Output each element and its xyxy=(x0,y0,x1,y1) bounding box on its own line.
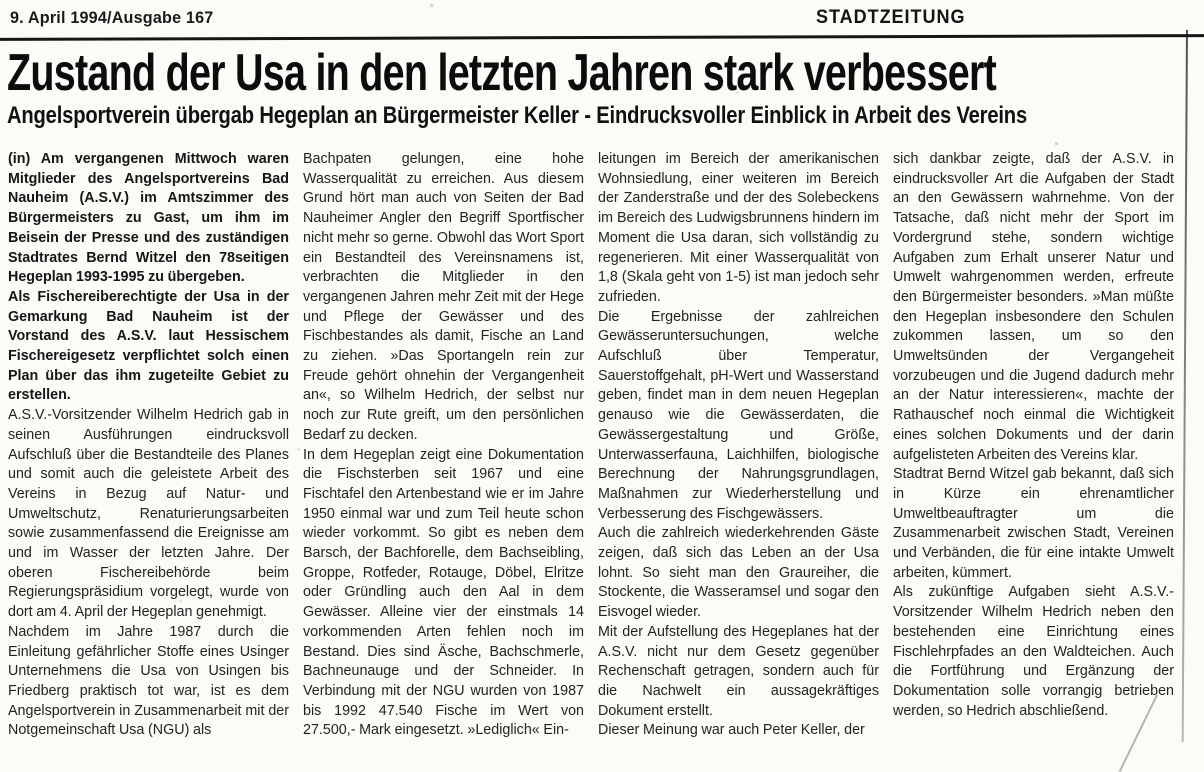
article-paragraph: Als Fischereiberechtigte der Usa in der Gemarkung Bad Nauheim ist der Vorstand des A.S.V. laut Hessischem Fischereigesetz verpflichtet solch einen Plan über das ihm zugeteilte Gebiet zu erstellen. xyxy=(8,288,289,404)
article-paragraph: Bachpaten gelungen, eine hohe Wasserqualität zu erreichen. Aus diesem Grund hört man auch von Seiten der Bad Nauheimer Angler den Begriff Sportfischer nicht mehr so gerne. Obwohl das Wort Sport ein Bestandteil des Vereinsnamens ist, verbrachten die Mitglieder in den vergangenen Jahren mehr Zeit mit der Hege und Pflege der Gewässer und des Fischbestandes als damit, Fische an Land zu ziehen. »Das Sportangeln rein zur Freude gehört ohnehin der Vergangenheit an«, so Wilhelm Hedrich, der selbst nur noch zur Rute greift, um den persönlichen Bedarf zu decken. xyxy=(303,151,584,443)
article-headline: Zustand der Usa in den letzten Jahren stark verbessert xyxy=(7,44,997,102)
article-column-4 xyxy=(893,150,1174,762)
article-column-3 xyxy=(598,150,879,762)
article-paragraph: A.S.V.-Vorsitzender Wilhelm Hedrich gab in seinen Ausführungen eindrucksvoll Aufschluß über die Bestandteile des Planes und somit auch die geleistete Arbeit des Vereins in Bezug auf Natur- und Umweltschutz, Renaturierungsarbeiten sowie zusammenfassend die Ereignisse am und im Wasser der letzten Jahre. Der oberen Fischereibehörde beim Regierungspräsidium vorgelegt, wurde von dort am 4. April der Hegeplan genehmigt. xyxy=(8,407,289,621)
article-paragraph: leitungen im Bereich der amerikanischen Wohnsiedlung, einer weiteren im Bereich der Zanderstraße und der des Solebeckens im Bereich des Ludwigsbrunnens hindern im Moment die Usa daran, sich vollständig zu regenerieren. Mit einer Wasserqualität von 1,8 (Skala geht von 1-5) ist man jedoch sehr zufrieden. xyxy=(598,151,879,305)
article-paragraph: Die Ergebnisse der zahlreichen Gewässeruntersuchungen, welche Aufschluß über Temperatur, Sauerstoffgehalt, pH-Wert und Wasserstand geben, findet man in dem neuen Hegeplan genauso wie die Gewässerdaten, die Gewässergestaltung und Größe, Unterwasserfauna, Laichhilfen, biologische Berechnung der Nahrungsgrundlagen, Maßnahmen zur Wiederherstellung und Verbesserung des Fischgewässers. xyxy=(598,308,879,522)
article-subheadline: Angelsportverein übergab Hegeplan an Bürgermeister Keller - Eindrucksvoller Einblick in Arbeit des Vereins xyxy=(7,102,1028,129)
article-paragraph: Auch die zahlreich wiederkehrenden Gäste zeigen, daß sich das Leben an der Usa lohnt. So sieht man den Graureiher, die Stockente, die Wasseramsel und sogar den Eisvogel wieder. xyxy=(598,525,879,621)
issue-date: 9. April 1994/Ausgabe 167 xyxy=(10,8,214,27)
masthead-rule xyxy=(0,34,1204,41)
article-paragraph: (in) Am vergangenen Mittwoch waren Mitglieder des Angelsportvereins Bad Nauheim (A.S.V.) im Amtszimmer des Bürgermeisters zu Gast, um ihm im Beisein der Presse und des zuständigen Stadtrates Bernd Witzel den 78seitigen Hegeplan 1993-1995 zu übergeben. xyxy=(8,151,289,286)
scan-speckles xyxy=(0,0,1,1)
article-column-2 xyxy=(303,150,584,762)
article-paragraph: Nachdem im Jahre 1987 durch die Einleitung gefährlicher Stoffe eines Usinger Unternehmens die Usa von Usingen bis Friedberg praktisch tot war, ist es dem Angelsportverein in Zusammenarbeit mit der Notgemeinschaft Usa (NGU) als xyxy=(8,623,289,739)
article-column-1 xyxy=(8,150,289,762)
article-paragraph: In dem Hegeplan zeigt eine Dokumentation die Fischsterben seit 1967 und eine Fischtafel den Artenbestand wie er im Jahre 1950 einmal war und zum Teil heute schon wieder vorkommt. So gibt es neben dem Barsch, der Bachforelle, dem Bachseibling, Groppe, Rotfeder, Rotauge, Döbel, Elritze oder Gründling auch den Aal in dem Gewässer. Alleine vier der einstmals 14 vorkommenden Arten fehlen noch im Bestand. Dies sind Äsche, Bachschmerle, Bachneunauge und der Schneider. In Verbindung mit der NGU wurden von 1987 bis 1992 47.540 Fische im Wert von 27.500,- Mark eingesetzt. »Lediglich« Ein- xyxy=(303,446,584,739)
article-paragraph: Mit der Aufstellung des Hegeplanes hat der A.S.V. nicht nur dem Gesetz gegenüber Rechenschaft getragen, sondern auch für die Nachwelt ein aussagekräftiges Dokument erstellt. xyxy=(598,623,879,719)
article-paragraph: Dieser Meinung war auch Peter Keller, der xyxy=(598,722,865,739)
newspaper-title: STADTZEITUNG xyxy=(816,7,966,28)
article-paragraph: Stadtrat Bernd Witzel gab bekannt, daß sich in Kürze ein ehrenamtlicher Umweltbeauftragter um die Zusammenarbeit zwischen Stadt, Vereinen und Verbänden, die für eine intakte Umwelt arbeiten, kümmert. xyxy=(893,466,1174,581)
article-paragraph: sich dankbar zeigte, daß der A.S.V. in eindrucksvoller Art die Aufgaben der Stadt an den Gewässern wahrnehme. Von der Tatsache, daß nicht mehr der Sport im Vordergrund stehe, sondern wichtige Aufgaben zum Erhalt unserer Natur und Umwelt wahrgenommen werden, erfreute den Bürgermeister besonders. »Man müßte den Hegeplan insbesondere den Schulen zukommen lassen, um so den Umweltsünden der Vergangeheit vorzubeugen und die Jugend dadurch mehr an der Natur interessieren«, machte der Rathauschef noch einmal die Wichtigkeit eines solchen Dokuments und der darin aufgelisteten Arbeiten des Vereins klar. xyxy=(893,151,1174,463)
article-paragraph: Als zukünftige Aufgaben sieht A.S.V.-Vorsitzender Wilhelm Hedrich neben den bestehenden eine Einrichtung eines Fischlehrpfades an den Waldteichen. Auch die Fortführung und Ergänzung der Dokumentation solle vorrangig betrieben werden, so Hedrich abschließend. xyxy=(893,584,1174,719)
article-body xyxy=(8,150,1188,762)
